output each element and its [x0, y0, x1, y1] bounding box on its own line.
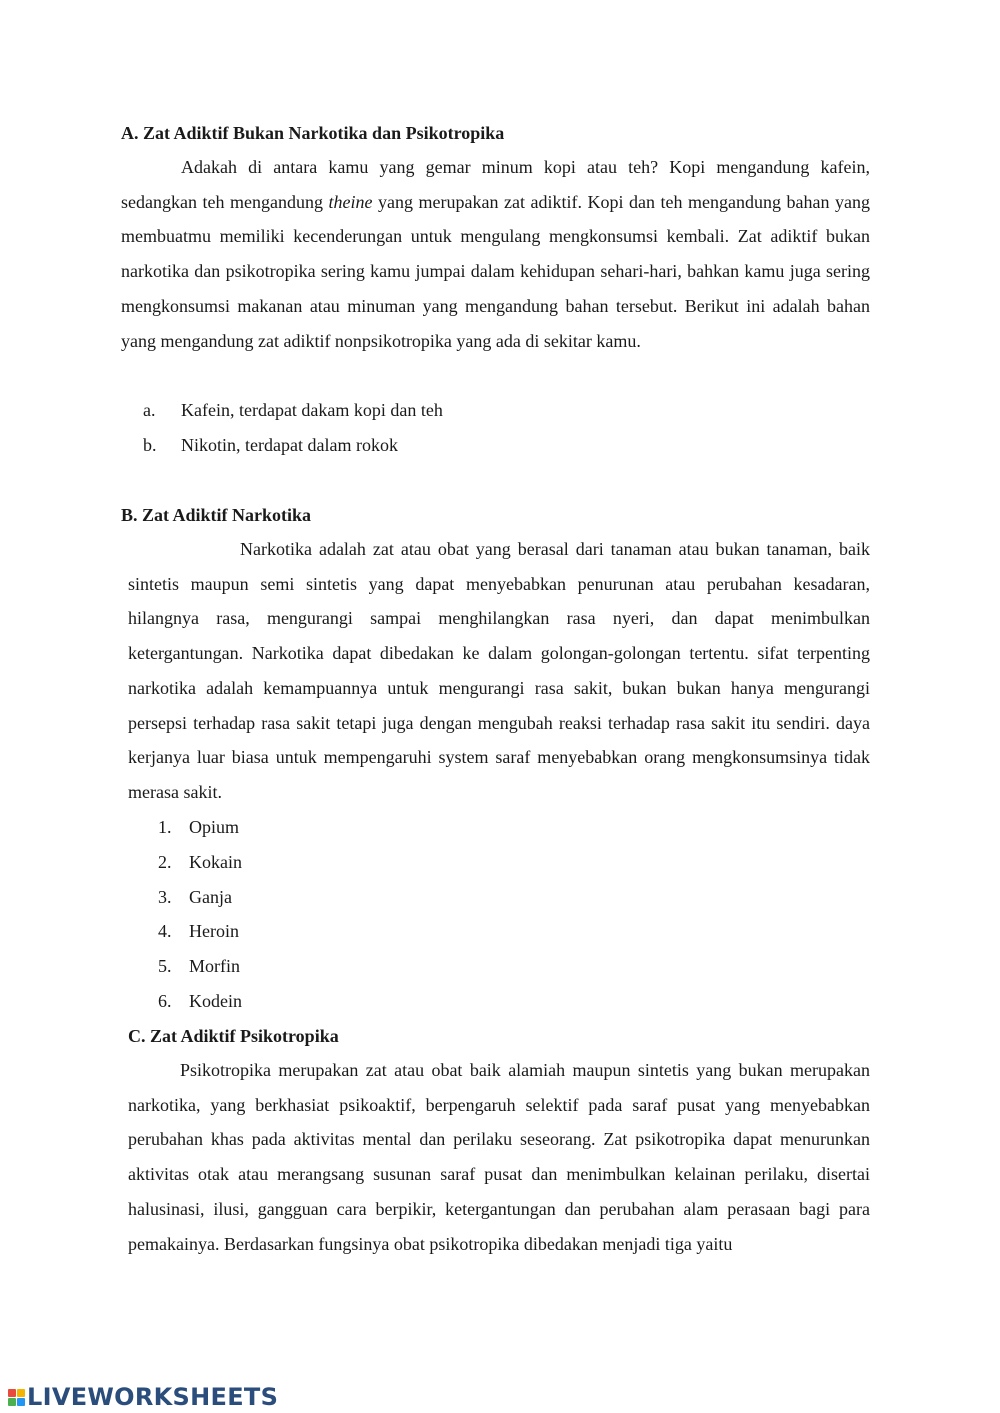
list-item-text: Heroin [189, 921, 239, 942]
logo-block [8, 1398, 16, 1406]
section-a-italic-term: theine [328, 191, 373, 212]
list-item [143, 428, 443, 463]
list-item-text: Kodein [189, 990, 242, 1011]
list-item-marker: 5. [158, 956, 172, 977]
list-item-text: Kokain [189, 851, 242, 872]
list-item-marker: a. [143, 400, 156, 420]
list-item-marker: 6. [158, 990, 172, 1011]
list-item-text: Morfin [189, 956, 240, 977]
list-item-marker: 2. [158, 851, 172, 872]
list-item-marker: 4. [158, 921, 172, 942]
list-item-text: Nikotin, terdapat dalam rokok [181, 434, 398, 455]
section-b-list [158, 810, 242, 1019]
list-item [158, 845, 242, 880]
logo-block [17, 1398, 25, 1406]
logo-blocks-icon [8, 1389, 25, 1406]
list-item [158, 984, 242, 1019]
list-item [158, 949, 242, 984]
section-a-paragraph-part-1: Adakah di antara kamu yang gemar minum kopi atau teh? Kopi mengandung kafein, sedangkan teh mengandung [121, 157, 870, 212]
list-item [158, 914, 242, 949]
list-item-marker: 3. [158, 886, 172, 907]
logo-text: LIVEWORKSHEETS [27, 1383, 279, 1411]
section-a-paragraph [121, 150, 870, 358]
list-item [158, 810, 242, 845]
section-a-heading: A. Zat Adiktif Bukan Narkotika dan Psikotropika [121, 123, 505, 143]
logo-block [17, 1389, 25, 1397]
list-item-marker: b. [143, 434, 157, 455]
section-c-heading: C. Zat Adiktif Psikotropika [128, 1026, 339, 1046]
liveworksheets-logo[interactable] [8, 1382, 278, 1412]
section-b-heading: B. Zat Adiktif Narkotika [121, 505, 312, 525]
list-item-text: Opium [189, 817, 240, 837]
list-item-text: Kafein, terdapat dakam kopi dan teh [181, 400, 443, 420]
list-item [158, 880, 242, 915]
list-item [143, 393, 443, 428]
logo-block [8, 1389, 16, 1397]
list-item-marker: 1. [158, 817, 172, 837]
section-a-list [143, 393, 443, 463]
list-item-text: Ganja [189, 886, 232, 907]
section-b-paragraph: Narkotika adalah zat atau obat yang berasal dari tanaman atau bukan tanaman, baik sintetis maupun semi sintetis yang dapat menyebabkan penurunan atau perubahan kesadaran, hilangnya rasa, mengurangi sampai menghilangkan rasa nyeri, dan dapat menimbulkan ketergantungan. Narkotika dapat dibedakan ke dalam golongan-golongan tertentu. sifat terpenting narkotika adalah kemampuannya untuk mengurangi rasa sakit, bukan bukan hanya mengurangi persepsi terhadap rasa sakit tetapi juga dengan mengubah reaksi terhadap rasa sakit itu sendiri. daya kerjanya luar biasa untuk mempengaruhi system saraf menyebabkan orang mengkonsumsinya tidak merasa sakit. [128, 539, 870, 802]
section-a-paragraph-part-2: yang merupakan zat adiktif. Kopi dan teh mengandung bahan yang membuatmu memiliki kecenderungan untuk mengulang mengkonsumsi kembali. Zat adiktif bukan narkotika dan psikotropika sering kamu jumpai dalam kehidupan sehari-hari, bahkan kamu juga sering mengkonsumsi makanan atau minuman yang mengandung bahan tersebut. Berikut ini adalah bahan yang mengandung zat adiktif nonpsikotropika yang ada di sekitar kamu. [121, 191, 870, 351]
section-c-paragraph: Psikotropika merupakan zat atau obat baik alamiah maupun sintetis yang bukan merupakan narkotika, yang berkhasiat psikoaktif, berpengaruh selektif pada saraf pusat yang menyebabkan perubahan khas pada aktivitas mental dan perilaku seseorang. Zat psikotropika dapat menurunkan aktivitas otak atau merangsang susunan saraf pusat dan menimbulkan kelainan perilaku, disertai halusinasi, ilusi, gangguan cara berpikir, ketergantungan dan perubahan alam perasaan bagi para pemakainya. Berdasarkan fungsinya obat psikotropika dibedakan menjadi tiga yaitu [128, 1060, 870, 1254]
